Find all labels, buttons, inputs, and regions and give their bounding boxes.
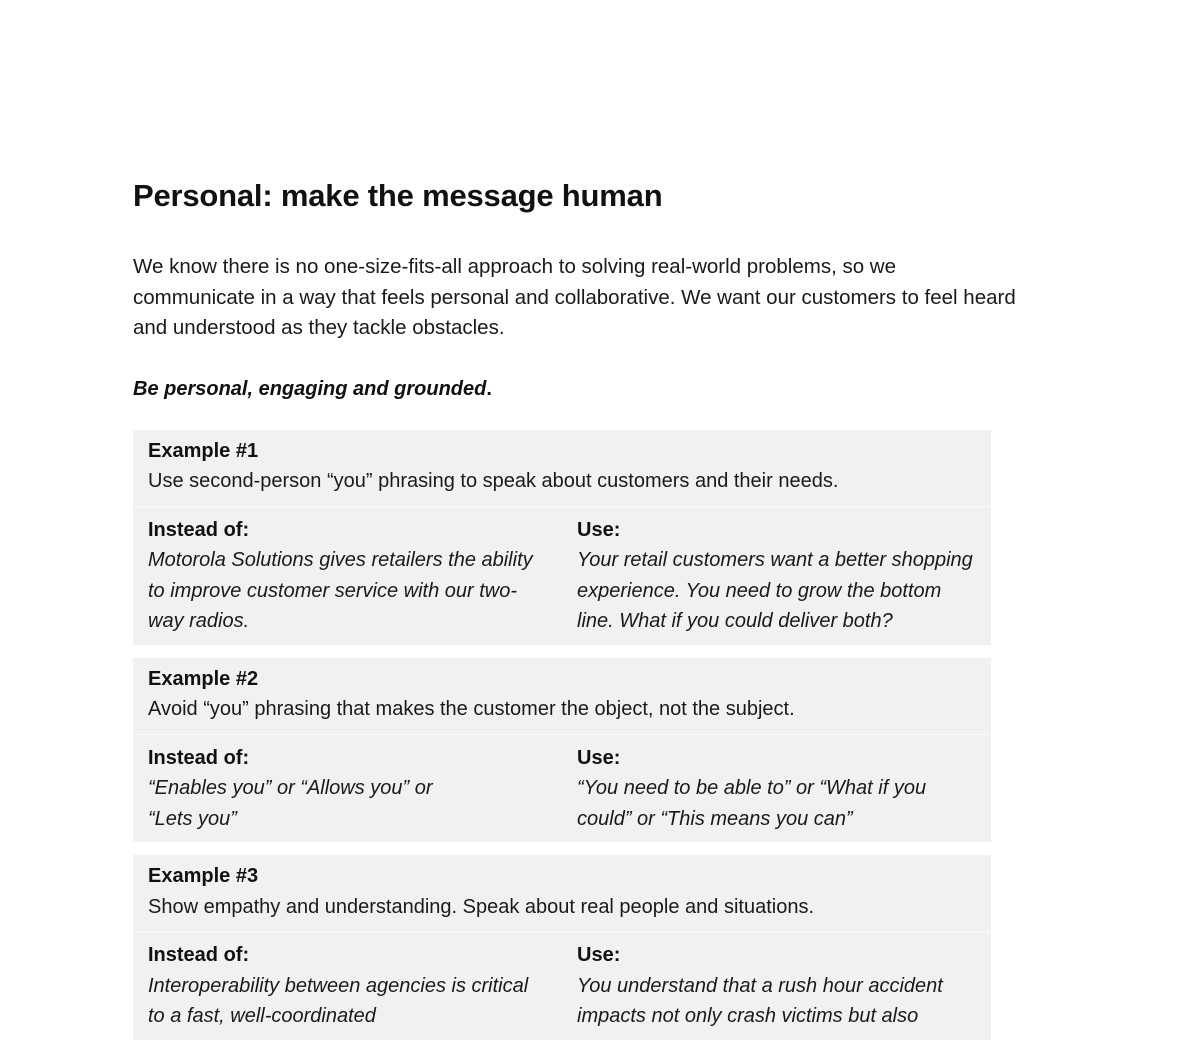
- example-title: Example #2: [148, 667, 259, 690]
- example-card-3: [133, 855, 991, 1040]
- example-title: Example #1: [148, 439, 259, 462]
- use-text: Your retail customers want a better shopping experience. You need to grow the bottom line. What if you could deliver both?: [577, 549, 973, 632]
- example-header: [133, 855, 991, 932]
- example-title: Example #3: [148, 865, 259, 887]
- instead-of-column: [148, 743, 577, 835]
- instead-of-text: “Enables you” or “Allows you” or “Lets you”: [148, 777, 433, 830]
- use-column: [577, 515, 977, 637]
- example-description: Avoid “you” phrasing that makes the customer the object, not the subject.: [148, 698, 795, 720]
- example-comparison: [133, 932, 991, 1040]
- tagline-period: .: [486, 377, 492, 400]
- use-text: “You need to be able to” or “What if you could” or “This means you can”: [577, 777, 927, 830]
- example-header: [133, 658, 991, 735]
- example-comparison: [133, 735, 991, 843]
- example-description: Use second-person “you” phrasing to speak about customers and their needs.: [148, 470, 839, 492]
- use-label: Use:: [577, 746, 621, 769]
- use-label: Use:: [577, 944, 621, 966]
- instead-of-text: Motorola Solutions gives retailers the ability to improve customer service with our two-way radios.: [148, 549, 533, 632]
- instead-of-text: Interoperability between agencies is critical to a fast, well-coordinated: [148, 974, 529, 1027]
- document-page: [133, 176, 1033, 1053]
- tagline: [133, 374, 1033, 404]
- use-text: You understand that a rush hour accident impacts not only crash victims but also: [577, 974, 943, 1027]
- example-comparison: [133, 507, 991, 645]
- example-header: [133, 430, 991, 507]
- instead-of-label: Instead of:: [148, 518, 250, 541]
- example-card-2: [133, 658, 991, 843]
- intro-paragraph: We know there is no one-size-fits-all approach to solving real-world problems, so we communicate in a way that feels personal and collaborative. We want our customers to feel heard and understood as they tackle obstacles.: [133, 255, 1016, 339]
- tagline-text: Be personal, engaging and grounded: [133, 377, 487, 400]
- instead-of-label: Instead of:: [148, 746, 250, 769]
- example-card-1: [133, 430, 991, 645]
- examples-list: [133, 430, 991, 1040]
- use-column: [577, 940, 977, 1032]
- instead-of-label: Instead of:: [148, 944, 250, 966]
- example-description: Show empathy and understanding. Speak about real people and situations.: [148, 895, 815, 918]
- instead-of-column: [148, 940, 577, 1032]
- page-title: Personal: make the message human: [133, 178, 663, 213]
- instead-of-column: [148, 515, 577, 637]
- use-column: [577, 743, 977, 835]
- use-label: Use:: [577, 518, 621, 541]
